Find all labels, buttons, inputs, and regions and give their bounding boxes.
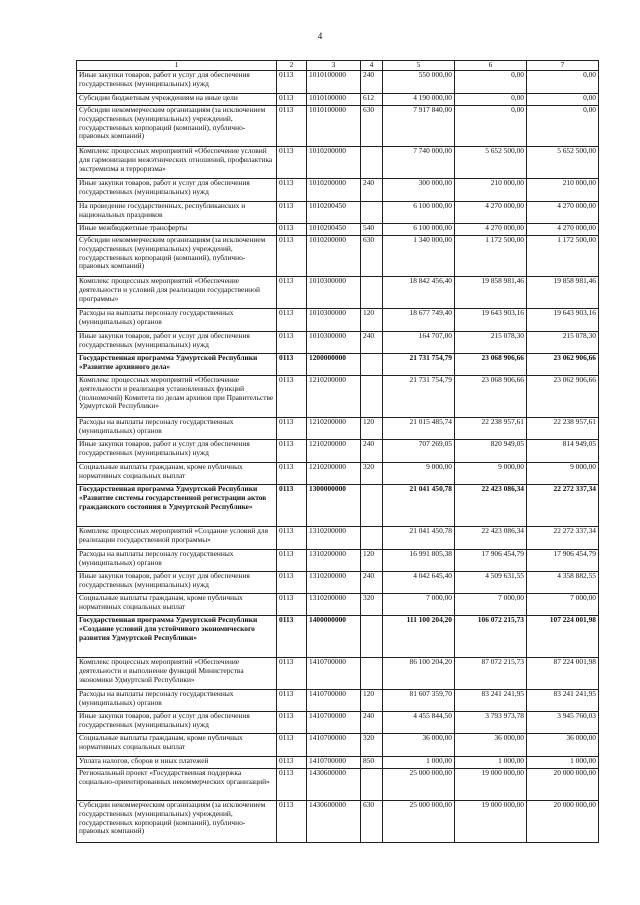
target-article-code-cell: 1010100000 — [307, 71, 361, 94]
section-code-cell: 0113 — [277, 734, 307, 757]
table-row — [77, 712, 599, 734]
amount-year-1-cell: 18 677 749,40 — [383, 309, 455, 332]
expense-type-code-cell: 320 — [361, 734, 383, 757]
table-row — [77, 690, 599, 712]
expense-type-code-cell: 320 — [361, 594, 383, 616]
expense-type-code-cell: 240 — [361, 332, 383, 354]
expense-type-code-cell — [361, 202, 383, 224]
amount-year-1-cell: 36 000,00 — [383, 734, 455, 757]
expense-type-code-cell: 240 — [361, 572, 383, 594]
target-article-code-cell: 1010300000 — [307, 332, 361, 354]
expense-type-code-cell: 240 — [361, 179, 383, 202]
amount-year-2-cell: 5 652 500,00 — [455, 147, 527, 179]
amount-year-3-cell: 3 945 760,03 — [527, 712, 599, 734]
expense-name-cell: Государственная программа Удмуртской Республики «Развитие архивного дела» — [77, 354, 277, 376]
table-row — [77, 236, 599, 277]
amount-year-1-cell: 7 917 840,00 — [383, 106, 455, 147]
expense-type-code-cell — [361, 527, 383, 550]
amount-year-3-cell: 20 000 000,00 — [527, 801, 599, 843]
amount-year-1-cell: 6 100 000,00 — [383, 202, 455, 224]
column-header: 1 — [77, 61, 277, 71]
target-article-code-cell: 1310200000 — [307, 527, 361, 550]
expense-name-cell: Расходы на выплаты персоналу государственных (муниципальных) органов — [77, 418, 277, 440]
section-code-cell: 0113 — [277, 769, 307, 801]
expense-type-code-cell: 120 — [361, 550, 383, 572]
section-code-cell: 0113 — [277, 440, 307, 463]
amount-year-2-cell: 23 068 906,66 — [455, 354, 527, 376]
target-article-code-cell: 1310200000 — [307, 550, 361, 572]
table-row — [77, 734, 599, 757]
section-code-cell: 0113 — [277, 309, 307, 332]
expense-name-cell: Иные закупки товаров, работ и услуг для обеспечения государственных (муниципальных) нужд — [77, 71, 277, 94]
section-code-cell: 0113 — [277, 202, 307, 224]
section-code-cell: 0113 — [277, 527, 307, 550]
expense-type-code-cell: 612 — [361, 94, 383, 106]
amount-year-1-cell: 164 707,00 — [383, 332, 455, 354]
expense-name-cell: Расходы на выплаты персоналу государственных (муниципальных) органов — [77, 309, 277, 332]
section-code-cell: 0113 — [277, 277, 307, 309]
table-row — [77, 769, 599, 801]
expense-type-code-cell: 630 — [361, 801, 383, 843]
expense-type-code-cell: 540 — [361, 224, 383, 236]
expense-name-cell: Расходы на выплаты персоналу государственных (муниципальных) органов — [77, 550, 277, 572]
amount-year-3-cell: 23 062 906,66 — [527, 376, 599, 418]
target-article-code-cell: 1010200000 — [307, 236, 361, 277]
expense-type-code-cell: 240 — [361, 71, 383, 94]
amount-year-1-cell: 18 842 456,40 — [383, 277, 455, 309]
expense-name-cell: Иные закупки товаров, работ и услуг для обеспечения государственных (муниципальных) нужд — [77, 572, 277, 594]
expense-name-cell: Комплекс процессных мероприятий «Создание условий для реализации государственной программы» — [77, 527, 277, 550]
amount-year-1-cell: 9 000,00 — [383, 463, 455, 485]
table-row — [77, 594, 599, 616]
section-code-cell: 0113 — [277, 376, 307, 418]
amount-year-2-cell: 23 068 906,66 — [455, 376, 527, 418]
amount-year-3-cell: 210 000,00 — [527, 179, 599, 202]
target-article-code-cell: 1010200450 — [307, 202, 361, 224]
table-row — [77, 224, 599, 236]
table-row — [77, 658, 599, 690]
table-body — [77, 71, 599, 843]
table-row — [77, 309, 599, 332]
section-code-cell: 0113 — [277, 757, 307, 769]
target-article-code-cell: 1410700000 — [307, 734, 361, 757]
table-row — [77, 616, 599, 658]
target-article-code-cell: 1310200000 — [307, 572, 361, 594]
amount-year-3-cell: 7 000,00 — [527, 594, 599, 616]
expense-name-cell: Комплекс процессных мероприятий «Обеспечение деятельности и условий для реализации государственной программы» — [77, 277, 277, 309]
expense-name-cell: Субсидии бюджетным учреждениям на иные цели — [77, 94, 277, 106]
amount-year-2-cell: 19 858 981,46 — [455, 277, 527, 309]
column-number-row — [77, 61, 599, 71]
amount-year-2-cell: 4 270 000,00 — [455, 202, 527, 224]
target-article-code-cell: 1430600000 — [307, 769, 361, 801]
expense-name-cell: Государственная программа Удмуртской Республики «Создание условий для устойчивого экономического развития Удмуртской Республики» — [77, 616, 277, 658]
amount-year-3-cell: 1 172 500,00 — [527, 236, 599, 277]
amount-year-1-cell: 111 100 204,20 — [383, 616, 455, 658]
expense-type-code-cell — [361, 376, 383, 418]
amount-year-1-cell: 1 340 000,00 — [383, 236, 455, 277]
amount-year-2-cell: 3 793 973,78 — [455, 712, 527, 734]
table-row — [77, 354, 599, 376]
column-header: 4 — [361, 61, 383, 71]
column-header: 6 — [455, 61, 527, 71]
amount-year-2-cell: 0,00 — [455, 106, 527, 147]
amount-year-3-cell: 19 643 903,16 — [527, 309, 599, 332]
amount-year-1-cell: 300 000,00 — [383, 179, 455, 202]
expense-type-code-cell — [361, 354, 383, 376]
column-header: 7 — [527, 61, 599, 71]
expense-name-cell: Иные межбюджетные трансферты — [77, 224, 277, 236]
amount-year-2-cell: 22 423 086,34 — [455, 527, 527, 550]
table-row — [77, 106, 599, 147]
target-article-code-cell: 1210200000 — [307, 418, 361, 440]
section-code-cell: 0113 — [277, 801, 307, 843]
expense-name-cell: Субсидии некоммерческим организациям (за исключением государственных (муниципальных) учреждений, государственных корпораций (компаний), публично-правовых компаний) — [77, 106, 277, 147]
expense-type-code-cell: 850 — [361, 757, 383, 769]
expense-type-code-cell: 240 — [361, 712, 383, 734]
amount-year-3-cell: 4 270 000,00 — [527, 202, 599, 224]
expense-name-cell: Региональный проект «Государственная поддержка социально-ориентированных некоммерческих организаций» — [77, 769, 277, 801]
amount-year-1-cell: 81 607 359,70 — [383, 690, 455, 712]
column-header: 3 — [307, 61, 361, 71]
section-code-cell: 0113 — [277, 332, 307, 354]
expense-type-code-cell: 120 — [361, 690, 383, 712]
section-code-cell: 0113 — [277, 658, 307, 690]
amount-year-2-cell: 36 000,00 — [455, 734, 527, 757]
section-code-cell: 0113 — [277, 224, 307, 236]
expense-name-cell: Иные закупки товаров, работ и услуг для обеспечения государственных (муниципальных) нужд — [77, 179, 277, 202]
expense-name-cell: Субсидии некоммерческим организациям (за исключением государственных (муниципальных) учреждений, государственных корпораций (компаний), публично-правовых компаний) — [77, 236, 277, 277]
target-article-code-cell: 1200000000 — [307, 354, 361, 376]
target-article-code-cell: 1010200450 — [307, 224, 361, 236]
table-row — [77, 801, 599, 843]
target-article-code-cell: 1010100000 — [307, 106, 361, 147]
amount-year-2-cell: 7 000,00 — [455, 594, 527, 616]
expense-type-code-cell: 320 — [361, 463, 383, 485]
amount-year-1-cell: 21 041 450,78 — [383, 485, 455, 527]
amount-year-2-cell: 4 270 000,00 — [455, 224, 527, 236]
section-code-cell: 0113 — [277, 94, 307, 106]
amount-year-3-cell: 36 000,00 — [527, 734, 599, 757]
amount-year-3-cell: 4 358 882,55 — [527, 572, 599, 594]
target-article-code-cell: 1210200000 — [307, 440, 361, 463]
expense-name-cell: Иные закупки товаров, работ и услуг для обеспечения государственных (муниципальных) нужд — [77, 712, 277, 734]
target-article-code-cell: 1410700000 — [307, 690, 361, 712]
amount-year-1-cell: 707 269,05 — [383, 440, 455, 463]
amount-year-1-cell: 16 991 805,38 — [383, 550, 455, 572]
expense-type-code-cell: 120 — [361, 418, 383, 440]
amount-year-1-cell: 21 041 450,78 — [383, 527, 455, 550]
amount-year-1-cell: 4 042 645,40 — [383, 572, 455, 594]
amount-year-2-cell: 22 423 086,34 — [455, 485, 527, 527]
expense-name-cell: На проведение государственных, республиканских и национальных праздников — [77, 202, 277, 224]
expense-type-code-cell: 120 — [361, 309, 383, 332]
table-row — [77, 202, 599, 224]
expense-name-cell: Субсидии некоммерческим организациям (за исключением государственных (муниципальных) учреждений, государственных корпораций (компаний), публично-правовых компаний) — [77, 801, 277, 843]
amount-year-2-cell: 87 072 215,73 — [455, 658, 527, 690]
table-row — [77, 440, 599, 463]
section-code-cell: 0113 — [277, 712, 307, 734]
amount-year-2-cell: 210 000,00 — [455, 179, 527, 202]
table-row — [77, 94, 599, 106]
amount-year-2-cell: 215 078,30 — [455, 332, 527, 354]
target-article-code-cell: 1010300000 — [307, 277, 361, 309]
expense-type-code-cell: 630 — [361, 106, 383, 147]
amount-year-3-cell: 17 906 454,79 — [527, 550, 599, 572]
amount-year-2-cell: 19 000 000,00 — [455, 801, 527, 843]
expense-name-cell: Иные закупки товаров, работ и услуг для обеспечения государственных (муниципальных) нужд — [77, 332, 277, 354]
table-row — [77, 757, 599, 769]
column-header: 2 — [277, 61, 307, 71]
column-header: 5 — [383, 61, 455, 71]
section-code-cell: 0113 — [277, 236, 307, 277]
amount-year-1-cell: 1 000,00 — [383, 757, 455, 769]
section-code-cell: 0113 — [277, 550, 307, 572]
amount-year-1-cell: 4 455 844,50 — [383, 712, 455, 734]
expense-type-code-cell — [361, 616, 383, 658]
table-row — [77, 463, 599, 485]
expense-type-code-cell — [361, 147, 383, 179]
target-article-code-cell: 1010300000 — [307, 309, 361, 332]
expense-name-cell: Социальные выплаты гражданам, кроме публичных нормативных социальных выплат — [77, 463, 277, 485]
amount-year-1-cell: 86 100 204,20 — [383, 658, 455, 690]
table-row — [77, 332, 599, 354]
budget-table — [76, 60, 599, 843]
target-article-code-cell: 1010100000 — [307, 94, 361, 106]
amount-year-2-cell: 0,00 — [455, 94, 527, 106]
expense-type-code-cell — [361, 658, 383, 690]
expense-name-cell: Расходы на выплаты персоналу государственных (муниципальных) органов — [77, 690, 277, 712]
expense-name-cell: Социальные выплаты гражданам, кроме публичных нормативных социальных выплат — [77, 734, 277, 757]
amount-year-2-cell: 22 238 957,61 — [455, 418, 527, 440]
amount-year-3-cell: 23 062 906,66 — [527, 354, 599, 376]
amount-year-2-cell: 19 643 903,16 — [455, 309, 527, 332]
page-number: 4 — [317, 31, 323, 41]
amount-year-3-cell: 22 272 337,34 — [527, 527, 599, 550]
amount-year-2-cell: 83 241 241,95 — [455, 690, 527, 712]
expense-name-cell: Социальные выплаты гражданам, кроме публичных нормативных социальных выплат — [77, 594, 277, 616]
section-code-cell: 0113 — [277, 616, 307, 658]
target-article-code-cell: 1400000000 — [307, 616, 361, 658]
section-code-cell: 0113 — [277, 485, 307, 527]
section-code-cell: 0113 — [277, 463, 307, 485]
section-code-cell: 0113 — [277, 71, 307, 94]
target-article-code-cell: 1430600000 — [307, 801, 361, 843]
amount-year-3-cell: 9 000,00 — [527, 463, 599, 485]
section-code-cell: 0113 — [277, 418, 307, 440]
amount-year-2-cell: 9 000,00 — [455, 463, 527, 485]
amount-year-2-cell: 820 949,05 — [455, 440, 527, 463]
table-row — [77, 527, 599, 550]
section-code-cell: 0113 — [277, 690, 307, 712]
section-code-cell: 0113 — [277, 179, 307, 202]
expense-type-code-cell — [361, 277, 383, 309]
section-code-cell: 0113 — [277, 354, 307, 376]
section-code-cell: 0113 — [277, 106, 307, 147]
amount-year-1-cell: 21 731 754,79 — [383, 376, 455, 418]
target-article-code-cell: 1210200000 — [307, 463, 361, 485]
table-row — [77, 147, 599, 179]
table-row — [77, 277, 599, 309]
amount-year-1-cell: 550 000,00 — [383, 71, 455, 94]
amount-year-1-cell: 25 000 000,00 — [383, 801, 455, 843]
table-row — [77, 485, 599, 527]
table-row — [77, 376, 599, 418]
amount-year-1-cell: 21 731 754,79 — [383, 354, 455, 376]
amount-year-3-cell: 22 238 957,61 — [527, 418, 599, 440]
section-code-cell: 0113 — [277, 594, 307, 616]
amount-year-2-cell: 1 000,00 — [455, 757, 527, 769]
table-row — [77, 418, 599, 440]
target-article-code-cell: 1310200000 — [307, 594, 361, 616]
expense-type-code-cell: 240 — [361, 440, 383, 463]
amount-year-2-cell: 19 000 000,00 — [455, 769, 527, 801]
amount-year-3-cell: 83 241 241,95 — [527, 690, 599, 712]
amount-year-1-cell: 21 015 485,74 — [383, 418, 455, 440]
amount-year-1-cell: 6 100 000,00 — [383, 224, 455, 236]
amount-year-2-cell: 0,00 — [455, 71, 527, 94]
expense-name-cell: Комплекс процессных мероприятий «Обеспечение деятельности и выполнение функций Министерства экономики Удмуртской Республики» — [77, 658, 277, 690]
expense-name-cell: Комплекс процессных мероприятий «Обеспечение деятельности и реализация установленных функций (полномочий) Комитета по делам архивов при Правительстве Удмуртской Республики» — [77, 376, 277, 418]
target-article-code-cell: 1410700000 — [307, 712, 361, 734]
amount-year-1-cell: 4 190 000,00 — [383, 94, 455, 106]
section-code-cell: 0113 — [277, 572, 307, 594]
target-article-code-cell: 1410700000 — [307, 658, 361, 690]
amount-year-1-cell: 25 000 000,00 — [383, 769, 455, 801]
amount-year-3-cell: 1 000,00 — [527, 757, 599, 769]
amount-year-3-cell: 22 272 337,34 — [527, 485, 599, 527]
expense-name-cell: Государственная программа Удмуртской Республики «Развитие системы государственной регистрации актов гражданского состояния в Удмуртской Республике» — [77, 485, 277, 527]
table-row — [77, 179, 599, 202]
amount-year-2-cell: 17 906 454,79 — [455, 550, 527, 572]
amount-year-3-cell: 0,00 — [527, 71, 599, 94]
target-article-code-cell: 1410700000 — [307, 757, 361, 769]
amount-year-3-cell: 87 224 001,98 — [527, 658, 599, 690]
section-code-cell: 0113 — [277, 147, 307, 179]
expense-name-cell: Комплекс процессных мероприятий «Обеспечение условий для гармонизации межэтнических отношений, профилактика экстремизма и терроризма» — [77, 147, 277, 179]
amount-year-3-cell: 107 224 001,98 — [527, 616, 599, 658]
amount-year-2-cell: 106 072 215,73 — [455, 616, 527, 658]
amount-year-3-cell: 0,00 — [527, 106, 599, 147]
amount-year-1-cell: 7 740 000,00 — [383, 147, 455, 179]
amount-year-3-cell: 5 652 500,00 — [527, 147, 599, 179]
expense-name-cell: Уплата налогов, сборов и иных платежей — [77, 757, 277, 769]
expense-type-code-cell: 630 — [361, 236, 383, 277]
target-article-code-cell: 1010200000 — [307, 179, 361, 202]
amount-year-2-cell: 1 172 500,00 — [455, 236, 527, 277]
table-row — [77, 572, 599, 594]
expense-type-code-cell — [361, 769, 383, 801]
amount-year-3-cell: 19 858 981,46 — [527, 277, 599, 309]
amount-year-3-cell: 0,00 — [527, 94, 599, 106]
expense-name-cell: Иные закупки товаров, работ и услуг для обеспечения государственных (муниципальных) нужд — [77, 440, 277, 463]
amount-year-3-cell: 20 000 000,00 — [527, 769, 599, 801]
amount-year-3-cell: 4 270 000,00 — [527, 224, 599, 236]
amount-year-2-cell: 4 509 631,55 — [455, 572, 527, 594]
target-article-code-cell: 1010200000 — [307, 147, 361, 179]
amount-year-3-cell: 814 949,05 — [527, 440, 599, 463]
table-row — [77, 71, 599, 94]
target-article-code-cell: 1300000000 — [307, 485, 361, 527]
expense-type-code-cell — [361, 485, 383, 527]
target-article-code-cell: 1210200000 — [307, 376, 361, 418]
amount-year-3-cell: 215 078,30 — [527, 332, 599, 354]
table-row — [77, 550, 599, 572]
amount-year-1-cell: 7 000,00 — [383, 594, 455, 616]
